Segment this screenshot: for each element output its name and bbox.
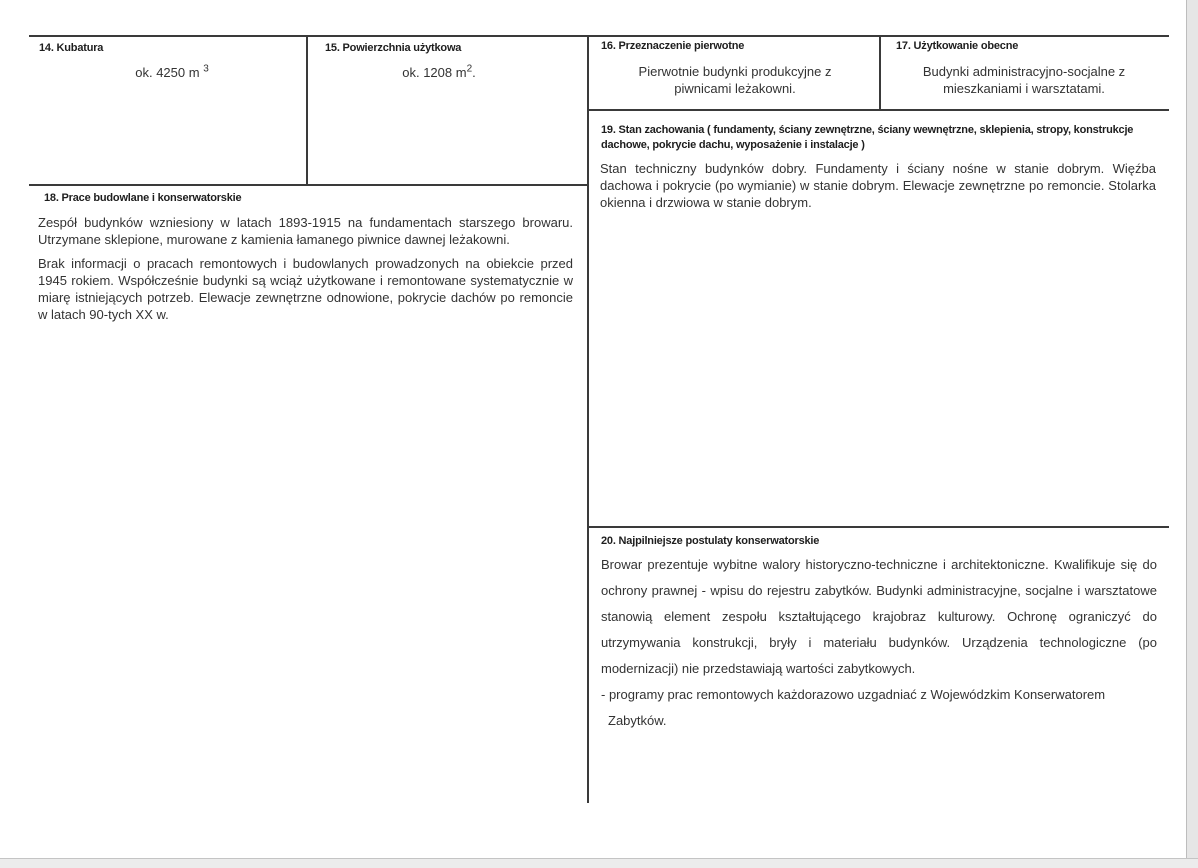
section-17-value: Budynki administracyjno-socjalne z mieszkaniami i warsztatami. [922, 64, 1126, 96]
divider-16-17 [879, 35, 881, 110]
section-15-value [308, 64, 570, 81]
section-15-title: 15. Powierzchnia użytkowa [325, 42, 462, 54]
area-value-end: . [472, 65, 476, 80]
page-edge-right [1186, 0, 1198, 867]
section-14-value [38, 64, 306, 81]
rule-above-20 [587, 526, 1169, 528]
section-17-title: 17. Użytkowanie obecne [896, 40, 1019, 52]
area-value: ok. 1208 m [402, 65, 467, 80]
volume-value: ok. 4250 m [135, 65, 200, 80]
section-20-paragraph-2: - programy prac remontowych każdorazowo uzgadniać z Wojewódzkim Konserwatorem [601, 687, 1106, 702]
section-20-text [601, 552, 1157, 734]
center-divider [587, 35, 589, 803]
section-20-paragraph-1: Browar prezentuje wybitne walory historyczno-techniczne i architektoniczne. Kwalifikuje się do ochrony prawnej - wpisu do rejestru zabytków. Budynki administracyjne, socjalne i warsztatowe stanowią element zespołu kształtującego krajobraz kulturowy. Ochronę ograniczyć do utrzymywania konstrukcji, bryły i materiału budynków. Urządzenia technologiczne (po modernizacji) nie przedstawiają wartości zabytkowych. [601, 557, 1157, 676]
section-19-title: 19. Stan zachowania ( fundamenty, ściany zewnętrzne, ściany wewnętrzne, sklepienia, stropy, konstrukcje dachowe, pokrycie dachu, wyposażenie i instalacje ) [601, 124, 1134, 151]
volume-unit-exponent: 3 [203, 63, 209, 75]
rule-under-16-17 [587, 109, 1169, 111]
section-20-paragraph-3: Zabytków. [608, 713, 667, 728]
section-18-paragraph-1: Zespół budynków wzniesiony w latach 1893-1915 na fundamentach starszego browaru. Utrzymane sklepione, murowane z kamienia łamanego piwnice dawnej leżakowni. [38, 215, 573, 247]
area-unit-exponent: 2 [466, 63, 473, 75]
section-20-title: 20. Najpilniejsze postulaty konserwatorskie [601, 535, 820, 547]
section-18-text [38, 214, 573, 330]
section-14-title: 14. Kubatura [39, 42, 104, 54]
section-18-paragraph-2: Brak informacji o pracach remontowych i budowlanych prowadzonych na obiekcie przed 1945 rokiem. Współcześnie budynki są wciąż użytkowane i remontowane systematycznie w miarę istniejących potrzeb. Elewacje zewnętrzne odnowione, pokrycie dachów po remoncie w latach 90-tych XX w. [38, 256, 573, 322]
section-16-title: 16. Przeznaczenie pierwotne [601, 40, 745, 52]
divider-14-15 [306, 35, 308, 186]
top-rule [29, 35, 1169, 37]
section-19-text: Stan techniczny budynków dobry. Fundamenty i ściany nośne w stanie dobrym. Więźba dachowa i pokrycie (po wymianie) w stanie dobrym. Elewacje zewnętrzne po remoncie. Stolarka okienna i drzwiowa w stanie dobrym. [600, 161, 1156, 210]
section-16-value: Pierwotnie budynki produkcyjne z piwnicami leżakowni. [638, 64, 832, 96]
section-18-title: 18. Prace budowlane i konserwatorskie [44, 192, 242, 204]
rule-above-18 [29, 184, 589, 186]
